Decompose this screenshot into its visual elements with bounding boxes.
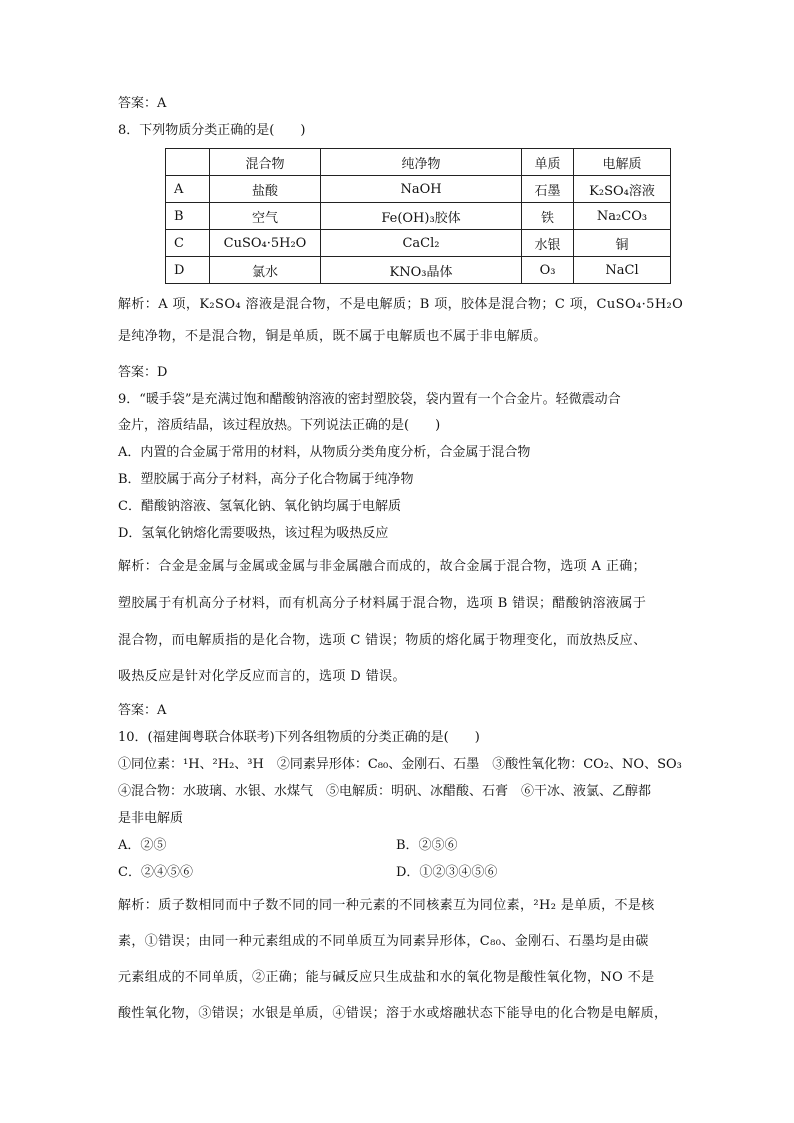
question-10-line-1: ①同位素：¹H、²H₂、³H ②同素异形体：C₈₀、金刚石、石墨 ③酸性氧化物：CO₂、NO、SO₃ bbox=[118, 757, 682, 772]
explanation-10-line-2: 素，①错误；由同一种元素组成的不同单质互为同素异形体，C₈₀、金刚石、石墨均是由碳 bbox=[118, 934, 649, 949]
question-8: 8．下列物质分类正确的是( ) bbox=[118, 123, 306, 138]
option-10-a: A．②⑤ bbox=[118, 838, 167, 853]
table-cell: D bbox=[166, 257, 210, 284]
explanation-8-line-1: 解析：A 项，K₂SO₄ 溶液是混合物，不是电解质；B 项，胶体是混合物；C 项，CuSO₄·5H₂O bbox=[118, 297, 684, 312]
explanation-9-line-3: 混合物，而电解质指的是化合物，选项 C 错误；物质的熔化属于物理变化，而放热反应、 bbox=[118, 633, 647, 648]
explanation-10-line-3: 元素组成的不同单质，②正确；能与碱反应只生成盐和水的氧化物是酸性氧化物，NO 不是 bbox=[118, 970, 655, 985]
explanation-8-line-2: 是纯净物，不是混合物，铜是单质，既不属于电解质也不属于非电解质。 bbox=[118, 329, 547, 344]
table-cell: 电解质 bbox=[574, 149, 671, 176]
table-cell: K₂SO₄溶液 bbox=[574, 176, 671, 203]
table-cell: 铜 bbox=[574, 230, 671, 257]
option-9-a: A．内置的合金属于常用的材料，从物质分类角度分析，合金属于混合物 bbox=[118, 445, 531, 460]
table-cell: 石墨 bbox=[522, 176, 574, 203]
table-cell: 铁 bbox=[522, 203, 574, 230]
table-row bbox=[166, 257, 671, 284]
table-cell: Na₂CO₃ bbox=[574, 203, 671, 230]
table-header-row bbox=[166, 149, 671, 176]
table-cell: 纯净物 bbox=[321, 149, 522, 176]
table-row bbox=[166, 203, 671, 230]
question-10-line-2: ④混合物：水玻璃、水银、水煤气 ⑤电解质：明矾、冰醋酸、石膏 ⑥干冰、液氯、乙醇都 bbox=[118, 784, 652, 799]
explanation-10-line-4: 酸性氧化物，③错误；水银是单质，④错误；溶于水或熔融状态下能导电的化合物是电解质， bbox=[118, 1006, 668, 1021]
classification-table bbox=[165, 148, 671, 284]
table-cell: CaCl₂ bbox=[321, 230, 522, 257]
option-10-b: B．②⑤⑥ bbox=[396, 838, 458, 853]
table-cell: KNO₃晶体 bbox=[321, 257, 522, 284]
question-9-line-1: 9．“暖手袋”是充满过饱和醋酸钠溶液的密封塑胶袋，袋内置有一个合金片。轻微震动合 bbox=[118, 392, 621, 407]
option-10-d: D．①②③④⑤⑥ bbox=[396, 865, 498, 880]
explanation-9-line-1: 解析：合金是金属与金属或金属与非金属融合而成的，故合金属于混合物，选项 A 正确； bbox=[118, 559, 647, 574]
table-cell: 空气 bbox=[210, 203, 321, 230]
table-cell: NaCl bbox=[574, 257, 671, 284]
option-9-b: B．塑胶属于高分子材料，高分子化合物属于纯净物 bbox=[118, 472, 414, 487]
question-10-line-3: 是非电解质 bbox=[118, 811, 184, 826]
table-cell: A bbox=[166, 176, 210, 203]
option-9-d: D．氢氧化钠熔化需要吸热，该过程为吸热反应 bbox=[118, 526, 389, 541]
table-cell: 氯水 bbox=[210, 257, 321, 284]
table-cell: B bbox=[166, 203, 210, 230]
table-cell bbox=[166, 149, 210, 176]
table-cell: Fe(OH)₃胶体 bbox=[321, 203, 522, 230]
explanation-9-line-4: 吸热反应是针对化学反应而言的，选项 D 错误。 bbox=[118, 669, 406, 684]
table-cell: 水银 bbox=[522, 230, 574, 257]
table-cell: 混合物 bbox=[210, 149, 321, 176]
table-cell: CuSO₄·5H₂O bbox=[210, 230, 321, 257]
table-cell: NaOH bbox=[321, 176, 522, 203]
table-cell: 单质 bbox=[522, 149, 574, 176]
table-row bbox=[166, 230, 671, 257]
question-9-line-2: 金片，溶质结晶，该过程放热。下列说法正确的是( ) bbox=[118, 418, 441, 433]
explanation-9-line-2: 塑胶属于有机高分子材料，而有机高分子材料属于混合物，选项 B 错误；醋酸钠溶液属于 bbox=[118, 596, 647, 611]
option-10-c: C．②④⑤⑥ bbox=[118, 865, 193, 880]
answer-9: 答案：A bbox=[118, 703, 167, 718]
explanation-10-line-1: 解析：质子数相同而中子数不同的同一种元素的不同核素互为同位素，²H₂ 是单质，不是核 bbox=[118, 898, 655, 913]
table-row bbox=[166, 176, 671, 203]
question-10: 10．(福建闽粤联合体联考)下列各组物质的分类正确的是( ) bbox=[118, 730, 480, 745]
answer-7: 答案：A bbox=[118, 96, 167, 111]
option-9-c: C．醋酸钠溶液、氢氧化钠、氧化钠均属于电解质 bbox=[118, 499, 401, 514]
table-cell: O₃ bbox=[522, 257, 574, 284]
answer-8: 答案：D bbox=[118, 365, 168, 380]
table-cell: C bbox=[166, 230, 210, 257]
table-cell: 盐酸 bbox=[210, 176, 321, 203]
